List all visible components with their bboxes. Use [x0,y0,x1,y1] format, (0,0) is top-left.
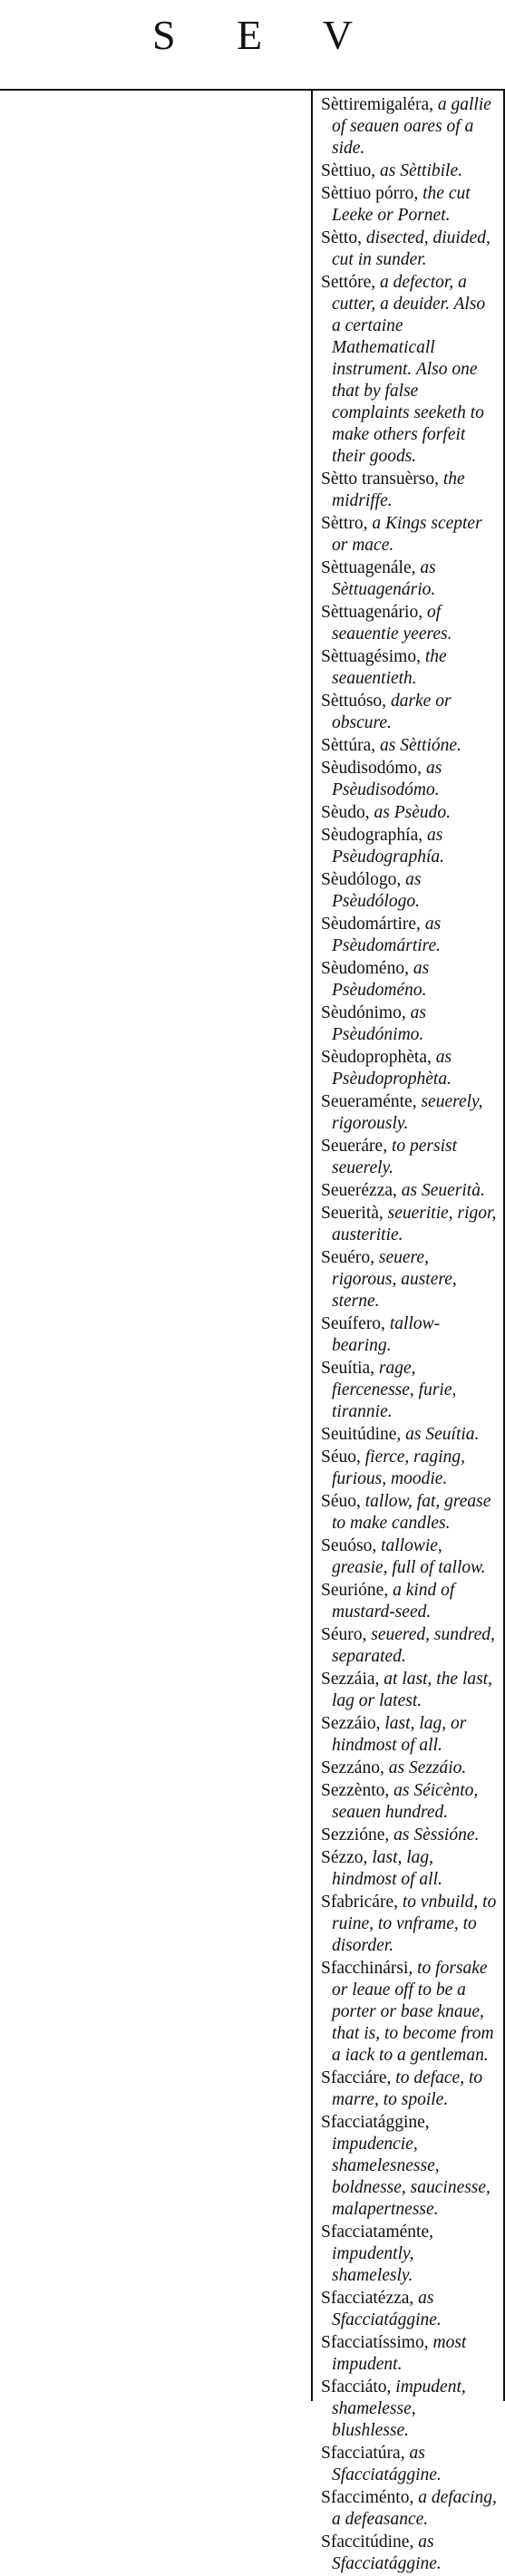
entry-definition: as Psèudo. [369,803,451,822]
entry-definition: impudent, shamelesse, blushlesse. [332,2377,466,2440]
entry-headword: Séuo, [321,1448,361,1467]
entry-headword: Sèttuagenário, [321,603,423,622]
dictionary-entry [321,94,497,160]
dictionary-entry [321,160,497,182]
entry-definition: to forsake or leaue off to be a porter or base knaue, that is, to become from a iack to a gentleman. [332,1959,494,2065]
entry-definition: as Sezzáio. [384,1758,467,1777]
entry-headword: Sètto transuèrso, [321,470,439,489]
dictionary-entry [321,1002,497,1046]
dictionary-entry [321,2443,497,2486]
entry-headword: Séuro, [321,1625,367,1644]
entry-definition: darke or obscure. [332,692,452,732]
dictionary-entry [321,1780,497,1824]
entry-headword: Settóre, [321,273,376,292]
entry-headword: Séuo, [321,1492,361,1511]
entry-definition: as Psèudoméno. [332,959,430,1000]
entry-headword: Sfacciáto, [321,2377,392,2397]
dictionary-entry [321,1424,497,1446]
entry-definition: fierce, raging, furious, moodie. [332,1448,466,1488]
entry-headword: Sfacciataménte, [321,2223,433,2242]
dictionary-entry [321,958,497,1002]
entry-headword: Sezzáno, [321,1758,384,1777]
entry-definition: the seauentieth. [332,647,447,688]
dictionary-entry [321,272,497,468]
entry-headword: Sèttuagésimo, [321,647,421,666]
dictionary-entry [321,1535,497,1579]
entry-definition: the midriffe. [332,470,465,510]
dictionary-entry [321,2377,497,2442]
entry-definition: as Sèssióne. [389,1825,480,1845]
dictionary-entry [321,1847,497,1891]
entry-definition: disected, diuided, cut in sunder. [332,228,490,269]
entry-headword: Sfacciatággine, [321,2113,430,2132]
entry-definition: to persist seuerely. [332,1137,458,1177]
entry-headword: Sèudo, [321,803,370,822]
entry-headword: Sfacciatézza, [321,2289,414,2308]
dictionary-entry [321,1669,497,1712]
entry-headword: Seurióne, [321,1581,389,1600]
entry-headword: Sèttuagenále, [321,558,416,577]
entry-definition: as Seuerità. [396,1181,485,1200]
entry-headword: Seueráre, [321,1137,388,1156]
entry-definition: rage, fiercenesse, furie, tirannie. [332,1359,457,1421]
entry-definition: as Seuítia. [401,1425,480,1444]
entry-definition: seuered, sundred, separated. [332,1625,495,1666]
dictionary-entry [321,2112,497,2221]
page-header [0,0,505,91]
entry-definition: as Sfacciatággine. [332,2289,442,2329]
dictionary-entry [321,1958,497,2067]
entry-definition: to vnbuild, to ruine, to vnframe, to disorder. [332,1893,497,1955]
dictionary-entry [321,602,497,645]
dictionary-entry [321,1047,497,1090]
entry-definition: last, lag, hindmost of all. [332,1848,442,1889]
entry-headword: Sèttro, [321,514,368,533]
dictionary-entry [321,2487,497,2531]
entry-headword: Sfacciatíssimo, [321,2333,429,2352]
dictionary-entry [321,1313,497,1357]
entry-headword: Sèttúra, [321,736,376,755]
entry-headword: Sfacciáre, [321,2068,392,2087]
entry-definition: as Psèudomártire. [332,915,442,955]
entry-headword: Sezzáia, [321,1670,380,1689]
entry-headword: Sèudónimo, [321,1003,406,1022]
dictionary-entry [321,183,497,227]
entry-headword: Sèttuóso, [321,692,387,711]
entry-definition: tallow, fat, grease to make candles. [332,1492,491,1533]
entry-headword: Sfacciménto, [321,2488,414,2507]
dictionary-entry [321,513,497,557]
dictionary-entry [321,1180,497,1202]
dictionary-entry [321,1136,497,1179]
entry-definition: to deface, to marre, to spoile. [332,2068,483,2109]
entry-definition: as Psèudisodómo. [332,759,442,799]
entry-headword: Sézzo, [321,1848,368,1867]
entry-definition: as Séicènto, seauen hundred. [332,1781,479,1822]
entry-headword: Sfacciatúra, [321,2444,405,2463]
dictionary-entry [321,1758,497,1779]
dictionary-entry [321,469,497,512]
entry-headword: Seuitúdine, [321,1425,402,1444]
entry-headword: Sèttiremigaléra, [321,95,433,114]
entry-headword: Sezzáio, [321,1714,381,1733]
entry-headword: Sfaccitúdine, [321,2532,414,2552]
dictionary-entry [321,228,497,271]
dictionary-entry [321,825,497,868]
dictionary-entry [321,1624,497,1668]
entry-definition: seuerely, rigorously. [332,1092,483,1133]
dictionary-entry [321,758,497,801]
entry-definition: as Psèudólogo. [332,870,422,911]
running-head: S E V [151,12,379,58]
entry-definition: seuere, rigorous, austere, sterne. [332,1248,457,1311]
entry-headword: Seuerità, [321,1204,384,1223]
dictionary-entry [321,557,497,601]
entry-definition: impudencie, shamelesnesse, boldnesse, saucinesse, malapertnesse. [332,2135,490,2219]
dictionary-entry [321,1713,497,1757]
entry-headword: Seuítia, [321,1359,375,1378]
dictionary-entry [321,691,497,734]
dictionary-entry [321,2222,497,2287]
entry-definition: as Sèttióne. [375,736,461,755]
entry-headword: Sfacchinársi, [321,1959,413,1978]
entry-definition: as Sfacciatággine. [332,2444,442,2484]
entry-definition: of seauentie yeeres. [332,603,452,644]
dictionary-entry [321,1447,497,1490]
entry-definition: a gallie of seauen oares of a side. [332,95,491,158]
entry-headword: Sèudoprophèta, [321,1048,432,1067]
entry-definition: last, lag, or hindmost of all. [332,1714,467,1755]
entry-headword: Sèttiuo, [321,161,376,180]
dictionary-entry [321,1825,497,1846]
entry-definition: a defector, a cutter, a deuider. Also a certaine Mathematicall instrument. Also one that by false complaints seeketh to make others forfeit their goods. [332,273,486,466]
entry-definition: impudently, shamelesly. [332,2244,414,2285]
entry-headword: Sètto, [321,228,362,247]
dictionary-entry [321,914,497,957]
dictionary-entry [321,1203,497,1246]
dictionary-entry [321,2288,497,2331]
entry-definition: a Kings scepter or mace. [332,514,482,555]
entry-definition: as Psèudographía. [332,826,445,867]
entry-headword: Sèttiuo pórro, [321,184,419,203]
dictionary-entry [321,802,497,824]
entry-definition: seueritie, rigor, austeritie. [332,1204,497,1244]
entry-headword: Sezzióne, [321,1825,390,1845]
dictionary-entry [321,2532,497,2575]
dictionary-entries [321,94,497,2576]
entry-definition: as Psèudónimo. [332,1003,426,1044]
entry-definition: as Sèttibile. [375,161,463,180]
entry-headword: Sezzènto, [321,1781,390,1800]
dictionary-entry [321,1358,497,1423]
entry-definition: as Psèudoprophèta. [332,1048,452,1089]
dictionary-entry [321,646,497,690]
entry-definition: at last, the last, lag or latest. [332,1670,493,1710]
entry-headword: Sèudoméno, [321,959,409,978]
entry-headword: Sfabricáre, [321,1893,398,1912]
dictionary-entry [321,1247,497,1312]
entry-headword: Sèudomártire, [321,915,421,934]
entry-definition: tallow-bearing. [332,1314,441,1355]
entry-headword: Sèudólogo, [321,870,402,889]
entry-definition: a kind of mustard-seed. [332,1581,455,1622]
dictionary-entry [321,735,497,757]
entry-definition: most impudent. [332,2333,467,2374]
entry-headword: Seuerézza, [321,1181,397,1200]
entry-definition: a defacing, a defeasance. [332,2488,497,2529]
entry-headword: Seuífero, [321,1314,385,1333]
dictionary-entry [321,1091,497,1135]
entry-headword: Sèudisodómo, [321,759,422,778]
dictionary-entry [321,2068,497,2111]
dictionary-entry [321,1892,497,1957]
entry-headword: Sèudographía, [321,826,423,845]
entry-definition: the cut Leeke or Pornet. [332,184,471,225]
entry-definition: as Sèttuagenário. [332,558,436,599]
entry-definition: as Sfacciatággine. [332,2532,442,2573]
entry-headword: Seuóso, [321,1536,377,1555]
dictionary-entry [321,2332,497,2376]
entry-headword: Seuéro, [321,1248,375,1267]
entry-definition: tallowie, greasie, full of tallow. [332,1536,486,1577]
entry-headword: Seueraménte, [321,1092,417,1111]
dictionary-entry [321,1580,497,1623]
dictionary-entry [321,869,497,913]
dictionary-entry [321,1491,497,1535]
